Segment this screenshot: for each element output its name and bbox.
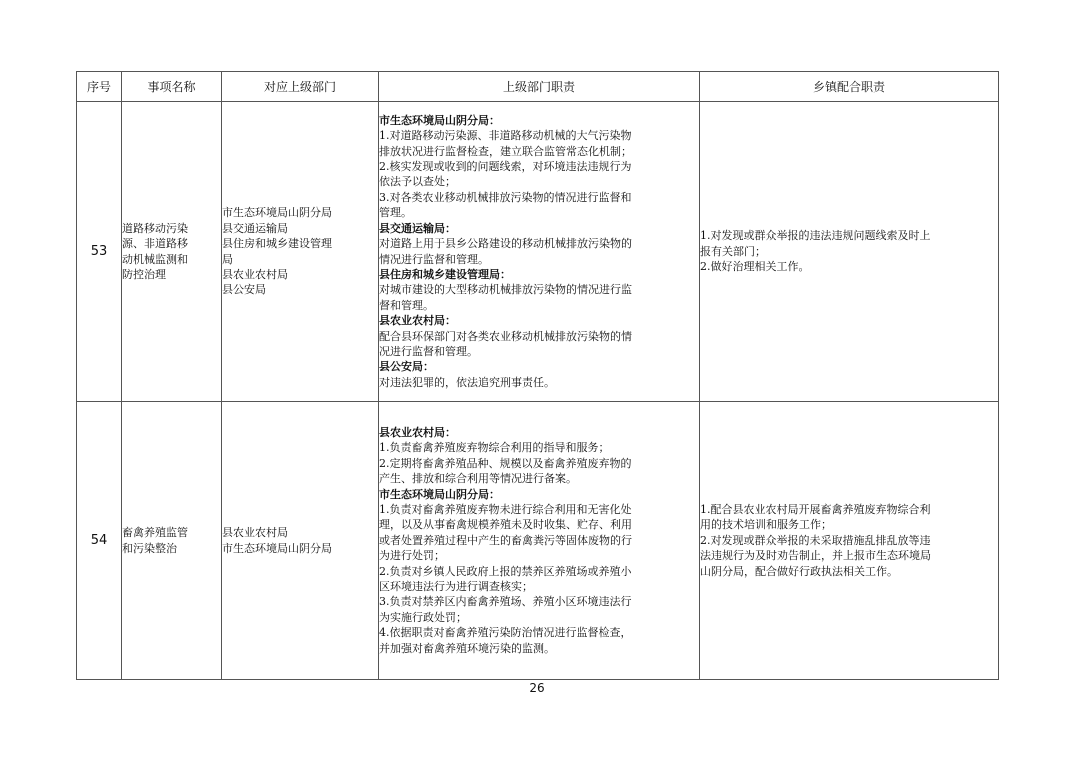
item-name-line: 防控治理	[122, 267, 166, 281]
duty-line: 4.依据职责对畜禽养殖污染防治情况进行监督检查，	[379, 626, 632, 640]
duty-section-title: 县农业农村局：	[379, 425, 456, 439]
page-number: 26	[529, 681, 545, 695]
duty-section-title: 县住房和城乡建设管理局：	[379, 267, 511, 281]
department-line: 市生态环境局山阴分局	[222, 541, 332, 555]
township-duty-line: 1.对发现或群众举报的违法违规问题线索及时上	[700, 229, 931, 243]
duty-line: 排放状况进行监督检查，建立联合监管常态化机制；	[379, 144, 632, 158]
duty-line: 为实施行政处罚；	[379, 610, 467, 624]
duty-line: 并加强对畜禽养殖环境污染的监测。	[379, 641, 555, 655]
duty-section	[379, 487, 699, 656]
header-item-name: 事项名称	[122, 72, 222, 102]
duty-section	[379, 113, 699, 221]
township-duty-line: 1.配合县农业农村局开展畜禽养殖废弃物综合利	[700, 502, 931, 516]
department-line: 县交通运输局	[222, 221, 288, 235]
township-duty-line: 报有关部门；	[700, 244, 766, 258]
duty-line: 1.负责畜禽养殖废弃物综合利用的指导和服务；	[379, 441, 610, 455]
department-line: 县住房和城乡建设管理	[222, 237, 332, 251]
duty-line: 况进行监督和管理。	[379, 344, 478, 358]
township-duties	[700, 102, 999, 402]
superior-duties	[379, 102, 700, 402]
duty-line: 依法予以查处；	[379, 175, 456, 189]
table-header-row	[77, 72, 999, 102]
duty-section	[379, 425, 699, 487]
duty-line: 3.对各类农业移动机械排放污染物的情况进行监督和	[379, 190, 632, 204]
item-name	[122, 402, 222, 680]
duty-section-title: 市生态环境局山阴分局：	[379, 487, 500, 501]
duty-section-title: 县交通运输局：	[379, 221, 456, 235]
duty-line: 产生、排放和综合利用等情况进行备案。	[379, 472, 577, 486]
duty-section	[379, 221, 699, 267]
header-superior-dept: 对应上级部门	[222, 72, 379, 102]
duty-line: 对违法犯罪的，依法追究刑事责任。	[379, 375, 555, 389]
township-duty-line: 2.做好治理相关工作。	[700, 260, 810, 274]
township-duties	[700, 402, 999, 680]
row-number: 54	[77, 402, 122, 680]
department-line: 县农业农村局	[222, 526, 288, 540]
duty-line: 管理。	[379, 206, 412, 220]
duty-line: 配合县环保部门对各类农业移动机械排放污染物的情	[379, 329, 632, 343]
duty-line: 情况进行监督和管理。	[379, 252, 489, 266]
item-name-line: 畜禽养殖监管	[122, 526, 188, 540]
header-township-duties: 乡镇配合职责	[700, 72, 999, 102]
superior-duties	[379, 402, 700, 680]
duty-section	[379, 313, 699, 359]
row-number: 53	[77, 102, 122, 402]
duty-section-title: 市生态环境局山阴分局：	[379, 113, 500, 127]
item-name-line: 动机械监测和	[122, 252, 188, 266]
township-duty-line: 2.对发现或群众举报的未采取措施乱排乱放等违	[700, 533, 931, 547]
superior-departments	[222, 402, 379, 680]
duty-line: 2.定期将畜禽养殖品种、规模以及畜禽养殖废弃物的	[379, 456, 632, 470]
superior-departments	[222, 102, 379, 402]
department-line: 局	[222, 252, 233, 266]
department-line: 市生态环境局山阴分局	[222, 206, 332, 220]
table-row	[77, 402, 999, 680]
duty-line: 2.负责对乡镇人民政府上报的禁养区养殖场或养殖小	[379, 564, 632, 578]
responsibility-table	[76, 71, 999, 680]
duty-line: 1.对道路移动污染源、非道路移动机械的大气污染物	[379, 129, 632, 143]
duty-line: 为进行处罚；	[379, 549, 445, 563]
duty-line: 1.负责对畜禽养殖废弃物未进行综合利用和无害化处	[379, 502, 632, 516]
department-line: 县公安局	[222, 283, 266, 297]
township-duty-line: 山阴分局，配合做好行政执法相关工作。	[700, 564, 898, 578]
duty-line: 区环境违法行为进行调查核实；	[379, 580, 533, 594]
duty-section	[379, 267, 699, 313]
item-name-line: 和污染整治	[122, 541, 177, 555]
department-line: 县农业农村局	[222, 267, 288, 281]
duty-line: 对道路上用于县乡公路建设的移动机械排放污染物的	[379, 237, 632, 251]
item-name-line: 源、非道路移	[122, 237, 188, 251]
duty-line: 对城市建设的大型移动机械排放污染物的情况进行监	[379, 283, 632, 297]
item-name	[122, 102, 222, 402]
header-superior-duties: 上级部门职责	[379, 72, 700, 102]
item-name-line: 道路移动污染	[122, 221, 188, 235]
duty-line: 3.负责对禁养区内畜禽养殖场、养殖小区环境违法行	[379, 595, 632, 609]
township-duty-line: 法违规行为及时劝告制止，并上报市生态环境局	[700, 549, 931, 563]
township-duty-line: 用的技术培训和服务工作；	[700, 518, 832, 532]
duty-section-title: 县公安局：	[379, 360, 434, 374]
duty-section-title: 县农业农村局：	[379, 314, 456, 328]
duty-line: 理，以及从事畜禽规模养殖未及时收集、贮存、利用	[379, 518, 632, 532]
duty-line: 2.核实发现或收到的问题线索，对环境违法违规行为	[379, 160, 632, 174]
header-number: 序号	[77, 72, 122, 102]
table-row	[77, 102, 999, 402]
duty-line: 督和管理。	[379, 298, 434, 312]
duty-line: 或者处置养殖过程中产生的畜禽粪污等固体废物的行	[379, 533, 632, 547]
duty-section	[379, 359, 699, 390]
